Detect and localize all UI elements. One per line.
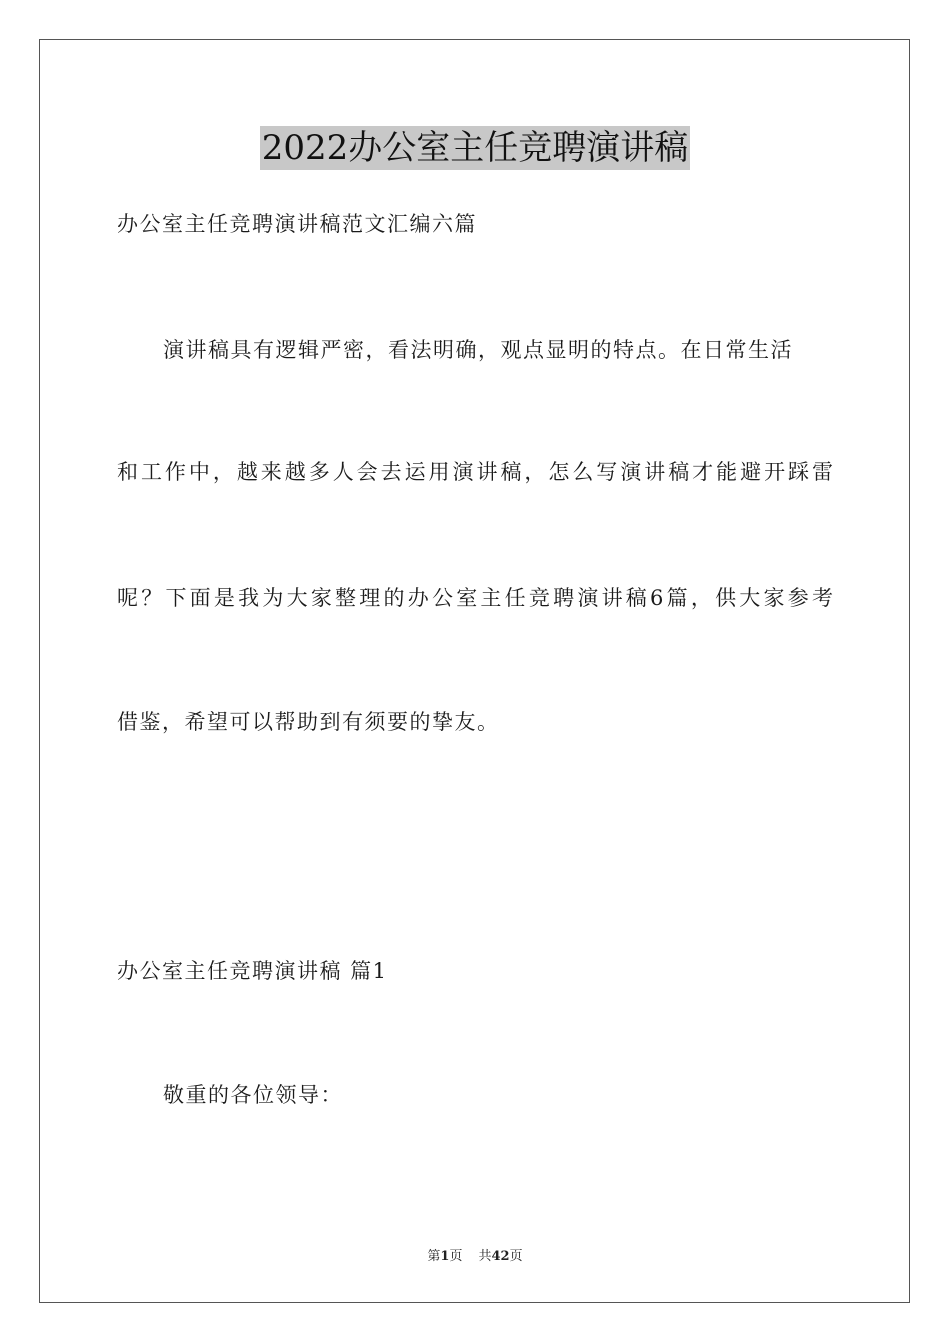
section-heading: 办公室主任竞聘演讲稿 篇1 bbox=[117, 959, 388, 983]
footer-total-prefix: 共 bbox=[478, 1249, 492, 1264]
intro-line-3: 呢？下面是我为大家整理的办公室主任竞聘演讲稿6篇，供大家参考 bbox=[117, 586, 833, 610]
title-container bbox=[0, 126, 950, 170]
intro-line-4: 借鉴，希望可以帮助到有须要的挚友。 bbox=[117, 710, 500, 734]
document-subtitle: 办公室主任竞聘演讲稿范文汇编六篇 bbox=[117, 212, 477, 236]
page-footer bbox=[0, 1248, 950, 1266]
salutation: 敬重的各位领导： bbox=[163, 1083, 343, 1107]
intro-line-1: 演讲稿具有逻辑严密，看法明确，观点显明的特点。在日常生活 bbox=[163, 338, 793, 362]
footer-page-prefix: 第 bbox=[427, 1249, 441, 1264]
document-title: 2022办公室主任竞聘演讲稿 bbox=[261, 128, 689, 168]
intro-line-2: 和工作中，越来越多人会去运用演讲稿，怎么写演讲稿才能避开踩雷 bbox=[117, 460, 833, 484]
footer-page-number: 1 bbox=[440, 1249, 450, 1264]
footer-total-suffix: 页 bbox=[509, 1249, 523, 1264]
footer-total-pages: 42 bbox=[491, 1249, 510, 1264]
footer-page-suffix: 页 bbox=[449, 1249, 463, 1264]
